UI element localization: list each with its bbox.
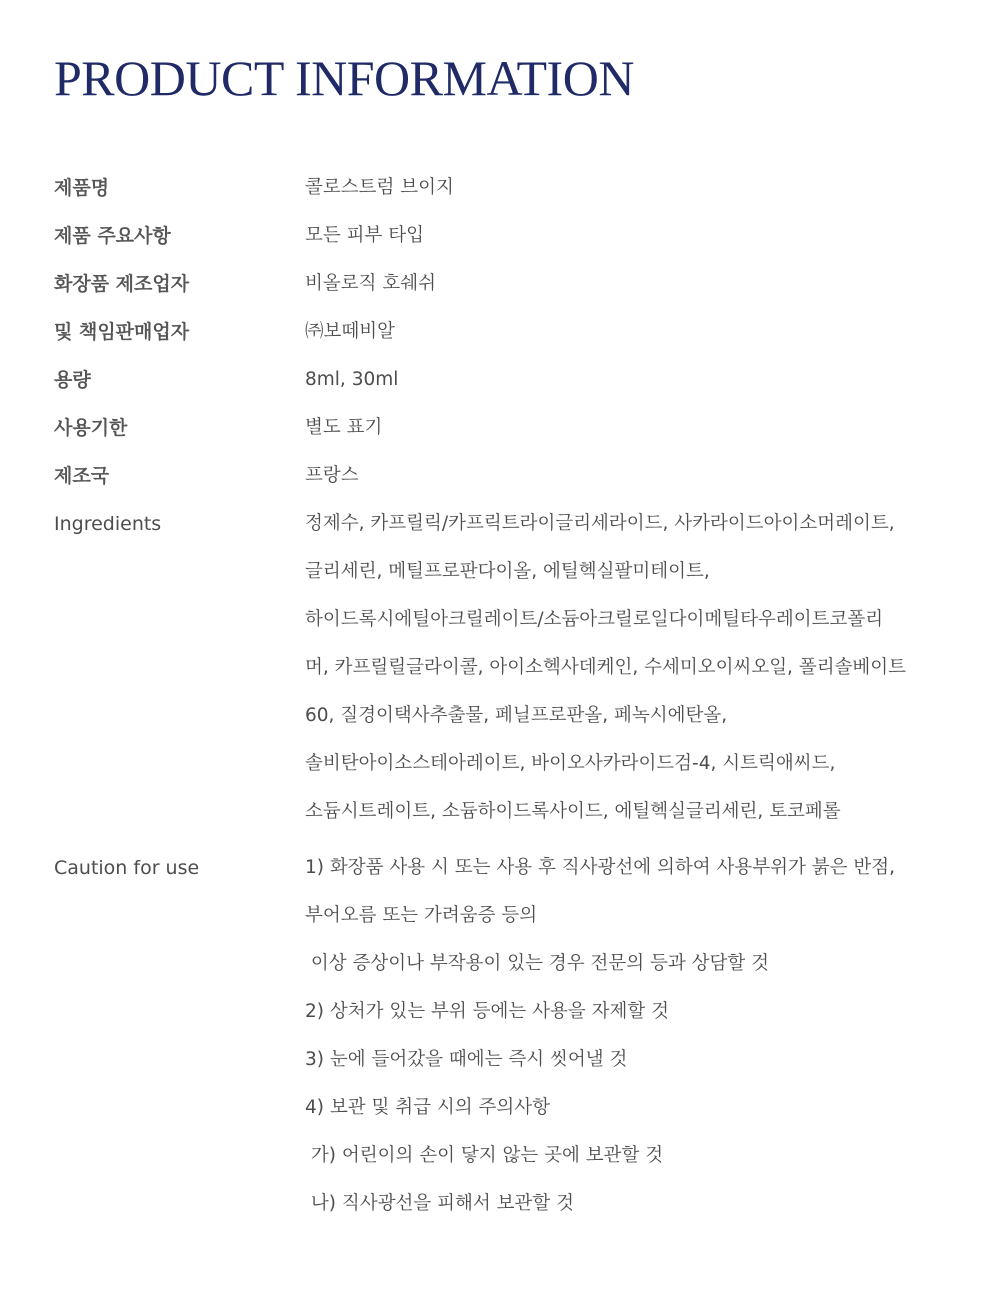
info-value: 프랑스 — [305, 465, 359, 486]
caution-line: 이상 증상이나 부작용이 있는 경우 전문의 등과 상담할 것 — [305, 953, 769, 974]
ingredients-label: Ingredients — [54, 513, 162, 535]
page-title: PRODUCT INFORMATION — [54, 50, 634, 106]
ingredients-line: 하이드록시에틸아크릴레이트/소듐아크릴로일다이메틸타우레이트코폴리 — [305, 609, 884, 630]
section-spacer — [54, 836, 954, 844]
info-value: 콜로스트럼 브이지 — [305, 177, 454, 198]
info-row-volume — [54, 356, 954, 404]
ingredients-line: 머, 카프릴릴글라이콜, 아이소헥사데케인, 수세미오이씨오일, 폴리솔베이트 — [305, 657, 907, 678]
caution-line: 4) 보관 및 취급 시의 주의사항 — [305, 1097, 550, 1118]
info-value: 모든 피부 타입 — [305, 225, 424, 246]
caution-label: Caution for use — [54, 857, 200, 879]
ingredients-line: 솔비탄아이소스테아레이트, 바이오사카라이드검-4, 시트릭애씨드, — [305, 753, 836, 774]
caution-line: 1) 화장품 사용 시 또는 사용 후 직사광선에 의하여 사용부위가 붉은 반점, — [305, 857, 895, 878]
info-label: 화장품 제조업자 — [54, 273, 190, 295]
caution-line: 가) 어린이의 손이 닿지 않는 곳에 보관할 것 — [305, 1145, 664, 1166]
ingredients-line: 60, 질경이택사추출물, 페닐프로판올, 페녹시에탄올, — [305, 705, 728, 726]
caution-text — [305, 844, 954, 1228]
info-label: 제품 주요사항 — [54, 225, 171, 247]
info-value: ㈜보떼비알 — [305, 321, 395, 342]
caution-line: 부어오름 또는 가려움증 등의 — [305, 905, 538, 926]
ingredients-line: 정제수, 카프릴릭/카프릭트라이글리세라이드, 사카라이드아이소머레이트, — [305, 513, 895, 534]
info-row-country — [54, 452, 954, 500]
info-row-distributor — [54, 308, 954, 356]
caution-line: 2) 상처가 있는 부위 등에는 사용을 자제할 것 — [305, 1001, 669, 1022]
info-label: 사용기한 — [54, 417, 128, 439]
ingredients-line: 글리세린, 메틸프로판다이올, 에틸헥실팔미테이트, — [305, 561, 710, 582]
ingredients-line: 소듐시트레이트, 소듐하이드록사이드, 에틸헥실글리세린, 토코페롤 — [305, 801, 841, 822]
info-row-caution — [54, 844, 954, 1228]
info-row-manufacturer — [54, 260, 954, 308]
info-label: 및 책임판매업자 — [54, 321, 190, 343]
caution-line: 3) 눈에 들어갔을 때에는 즉시 씻어낼 것 — [305, 1049, 628, 1070]
ingredients-text — [305, 500, 954, 836]
info-label: 제조국 — [54, 465, 110, 487]
info-label: 제품명 — [54, 177, 110, 199]
info-row-expiry — [54, 404, 954, 452]
info-row-ingredients — [54, 500, 954, 836]
product-info-table — [54, 164, 954, 1228]
info-label: 용량 — [54, 369, 91, 391]
caution-line: 나) 직사광선을 피해서 보관할 것 — [305, 1193, 574, 1214]
info-row-product-name — [54, 164, 954, 212]
info-value: 별도 표기 — [305, 417, 383, 438]
info-value: 8ml, 30ml — [305, 369, 399, 390]
info-row-product-details — [54, 212, 954, 260]
info-value: 비올로직 호쉐쉬 — [305, 273, 436, 294]
